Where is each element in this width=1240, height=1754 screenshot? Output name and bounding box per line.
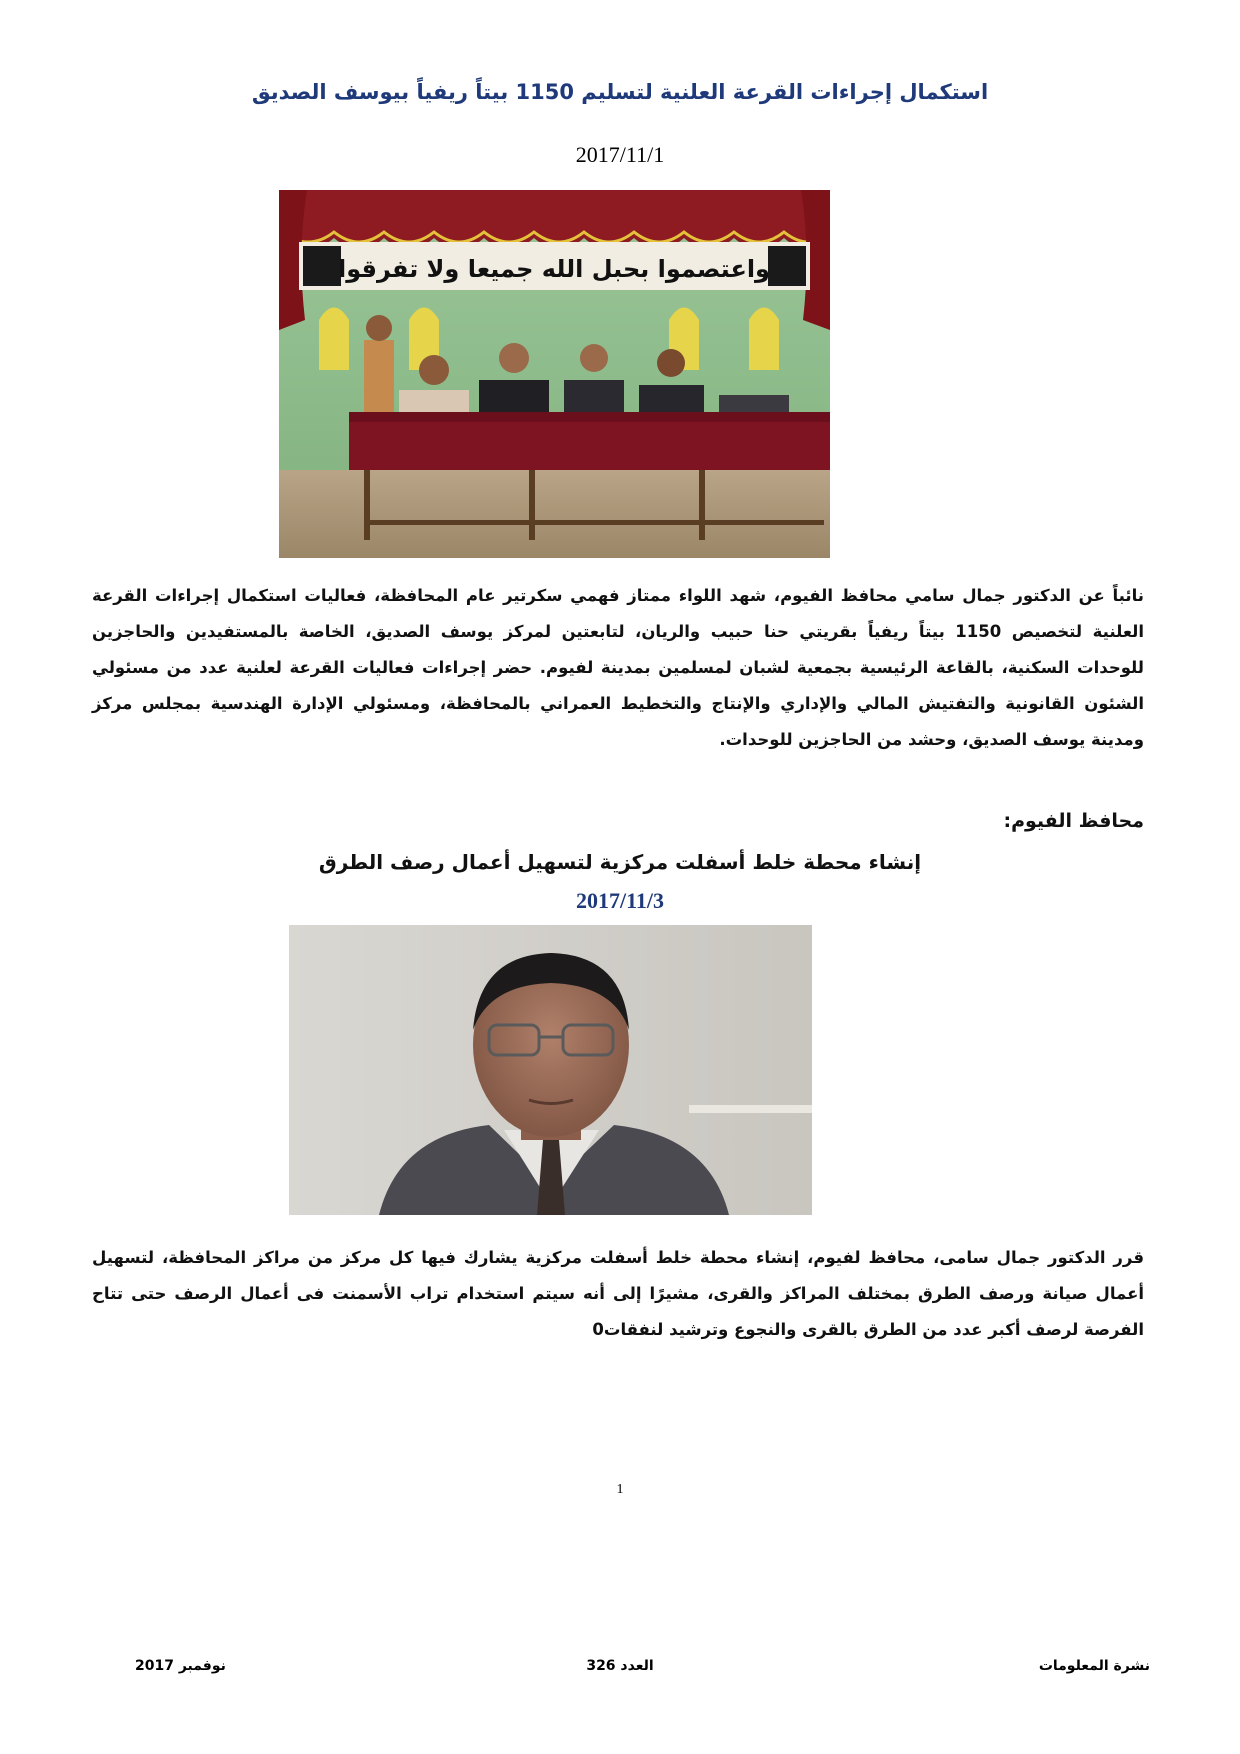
footer-issue: العدد 326 <box>586 1658 654 1674</box>
article-1-title: استكمال إجراءات القرعة العلنية لتسليم 1150 بيتاً ريفياً بيوسف الصديق <box>251 80 989 104</box>
page-footer <box>90 1658 1150 1682</box>
banner-calligraphy: واعتصموا بحبل الله جميعا ولا تفرقوا <box>338 255 770 283</box>
article-2-body: قرر الدكتور جمال سامى، محافظ لفيوم، إنشاء محطة خلط أسفلت مركزية يشارك فيها كل مركز من مراكز المحافظة، لتسهيل أعمال صيانة ورصف الطرق بمختلف المراكز والقرى، مشيرًا إلى أنه سيتم استخدام تراب الأسمنت فى أعمال الرصف حتى تتاح الفرصة لرصف أكبر عدد من الطرق بالقرى والنجوع وترشيد لنفقات0 <box>92 1248 1144 1339</box>
article-1-body: نائباً عن الدكتور جمال سامي محافظ الفيوم، شهد اللواء ممتاز فهمي سكرتير عام المحافظة، فعاليات استكمال إجراءات القرعة العلنية لتخصيص 1150 بيتاً ريفياً بقريتي حنا حبيب والريان، لتابعتين لمركز يوسف الصديق، الخاصة بالمستفيدين والحاجزين للوحدات السكنية، بالقاعة الرئيسية بجمعية لشبان لمسلمين بمدينة لفيوم. حضر إجراءات فعاليات القرعة لعلنية عدد من مسئولي الشئون القانونية والتفتيش المالي والإداري والإنتاج والتخطيط العمراني بالمحافظة، ومسئولي الإدارة الهندسية بمجلس مركز ومدينة يوسف الصديق، وحشد من الحاجزين للوحدات. <box>92 586 1144 749</box>
page-number: 1 <box>616 1482 624 1497</box>
article-1-date: 2017/11/1 <box>575 142 665 167</box>
article-2-date: 2017/11/3 <box>575 888 664 913</box>
article-1-photo <box>279 190 830 558</box>
footer-publication: نشرة المعلومات <box>1038 1658 1150 1674</box>
article-2-title: إنشاء محطة خلط أسفلت مركزية لتسهيل أعمال رصف الطرق <box>318 850 922 874</box>
section-label-governor: محافظ الفيوم: <box>1003 810 1144 832</box>
footer-month: نوفمبر 2017 <box>135 1658 226 1674</box>
article-2-photo <box>289 925 812 1215</box>
